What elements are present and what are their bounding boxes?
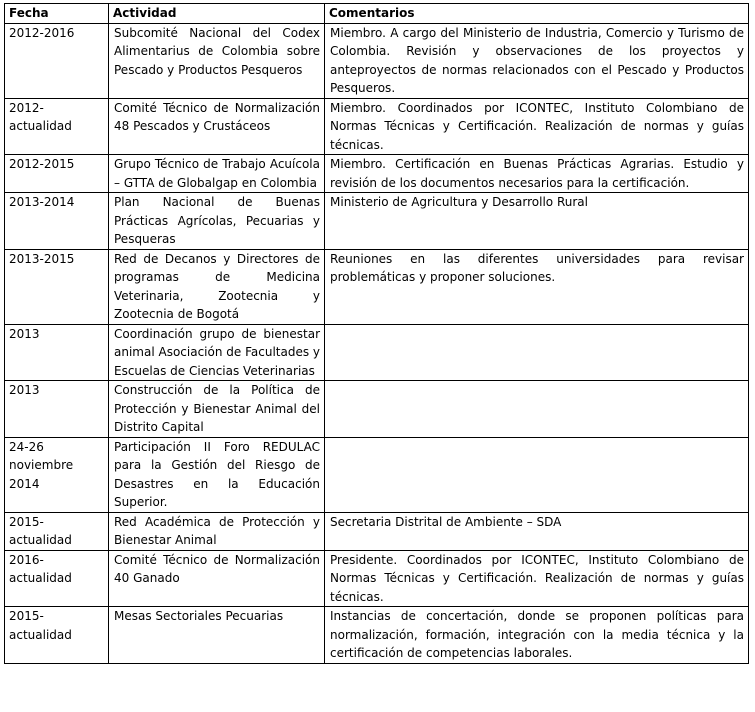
cell-comentarios: Secretaria Distrital de Ambiente – SDA (325, 512, 749, 550)
cell-fecha: 2012-actualidad (5, 98, 109, 155)
cell-actividad: Comité Técnico de Normalización 48 Pescados y Crustáceos (109, 98, 325, 155)
table-row (5, 512, 749, 550)
cell-actividad: Subcomité Nacional del Codex Alimentarius de Colombia sobre Pescado y Productos Pesqueros (109, 23, 325, 98)
cell-fecha: 2015-actualidad (5, 512, 109, 550)
cell-comentarios: Miembro. Coordinados por ICONTEC, Instituto Colombiano de Normas Técnicas y Certificación. Realización de normas y guías técnicas. (325, 98, 749, 155)
cell-actividad: Construcción de la Política de Protección y Bienestar Animal del Distrito Capital (109, 381, 325, 438)
cell-comentarios: Miembro. A cargo del Ministerio de Industria, Comercio y Turismo de Colombia. Revisión y observaciones de los proyectos y anteproyectos de normas relacionados con el Pescado y Productos Pesqueros. (325, 23, 749, 98)
header-actividad: Actividad (109, 4, 325, 24)
cell-fecha: 2012-2016 (5, 23, 109, 98)
table-row (5, 381, 749, 438)
cell-comentarios (325, 381, 749, 438)
cell-fecha: 2013-2014 (5, 193, 109, 250)
activities-table (4, 3, 749, 664)
cell-actividad: Participación II Foro REDULAC para la Gestión del Riesgo de Desastres en la Educación Superior. (109, 437, 325, 512)
cell-comentarios (325, 437, 749, 512)
cell-comentarios: Presidente. Coordinados por ICONTEC, Instituto Colombiano de Normas Técnicas y Certificación. Realización de normas y guías técnicas. (325, 550, 749, 607)
cell-actividad: Red de Decanos y Directores de programas de Medicina Veterinaria, Zootecnia y Zootecnia de Bogotá (109, 249, 325, 324)
cell-comentarios: Instancias de concertación, donde se proponen políticas para normalización, formación, integración con la media técnica y la certificación de competencias laborales. (325, 607, 749, 664)
table-row (5, 98, 749, 155)
table-header (5, 4, 749, 24)
cell-fecha: 2013 (5, 324, 109, 381)
cell-fecha: 2013-2015 (5, 249, 109, 324)
cell-comentarios: Ministerio de Agricultura y Desarrollo Rural (325, 193, 749, 250)
table-row (5, 193, 749, 250)
table-row (5, 607, 749, 664)
cell-actividad: Comité Técnico de Normalización 40 Ganado (109, 550, 325, 607)
cell-comentarios: Miembro. Certificación en Buenas Prácticas Agrarias. Estudio y revisión de los documentos necesarios para la certificación. (325, 155, 749, 193)
cell-comentarios: Reuniones en las diferentes universidades para revisar problemáticas y proponer soluciones. (325, 249, 749, 324)
table-row (5, 324, 749, 381)
cell-actividad: Plan Nacional de Buenas Prácticas Agrícolas, Pecuarias y Pesqueras (109, 193, 325, 250)
table-row (5, 550, 749, 607)
cell-fecha: 2012-2015 (5, 155, 109, 193)
table-body (5, 23, 749, 663)
header-comentarios: Comentarios (325, 4, 749, 24)
cell-actividad: Mesas Sectoriales Pecuarias (109, 607, 325, 664)
cell-fecha: 2013 (5, 381, 109, 438)
cell-comentarios (325, 324, 749, 381)
table-row (5, 155, 749, 193)
cell-actividad: Coordinación grupo de bienestar animal Asociación de Facultades y Escuelas de Ciencias Veterinarias (109, 324, 325, 381)
cell-actividad: Red Académica de Protección y Bienestar Animal (109, 512, 325, 550)
table-row (5, 249, 749, 324)
header-row (5, 4, 749, 24)
table-row (5, 23, 749, 98)
cell-fecha: 24-26 noviembre 2014 (5, 437, 109, 512)
cell-fecha: 2015-actualidad (5, 607, 109, 664)
cell-actividad: Grupo Técnico de Trabajo Acuícola – GTTA de Globalgap en Colombia (109, 155, 325, 193)
cell-fecha: 2016-actualidad (5, 550, 109, 607)
table-row (5, 437, 749, 512)
header-fecha: Fecha (5, 4, 109, 24)
